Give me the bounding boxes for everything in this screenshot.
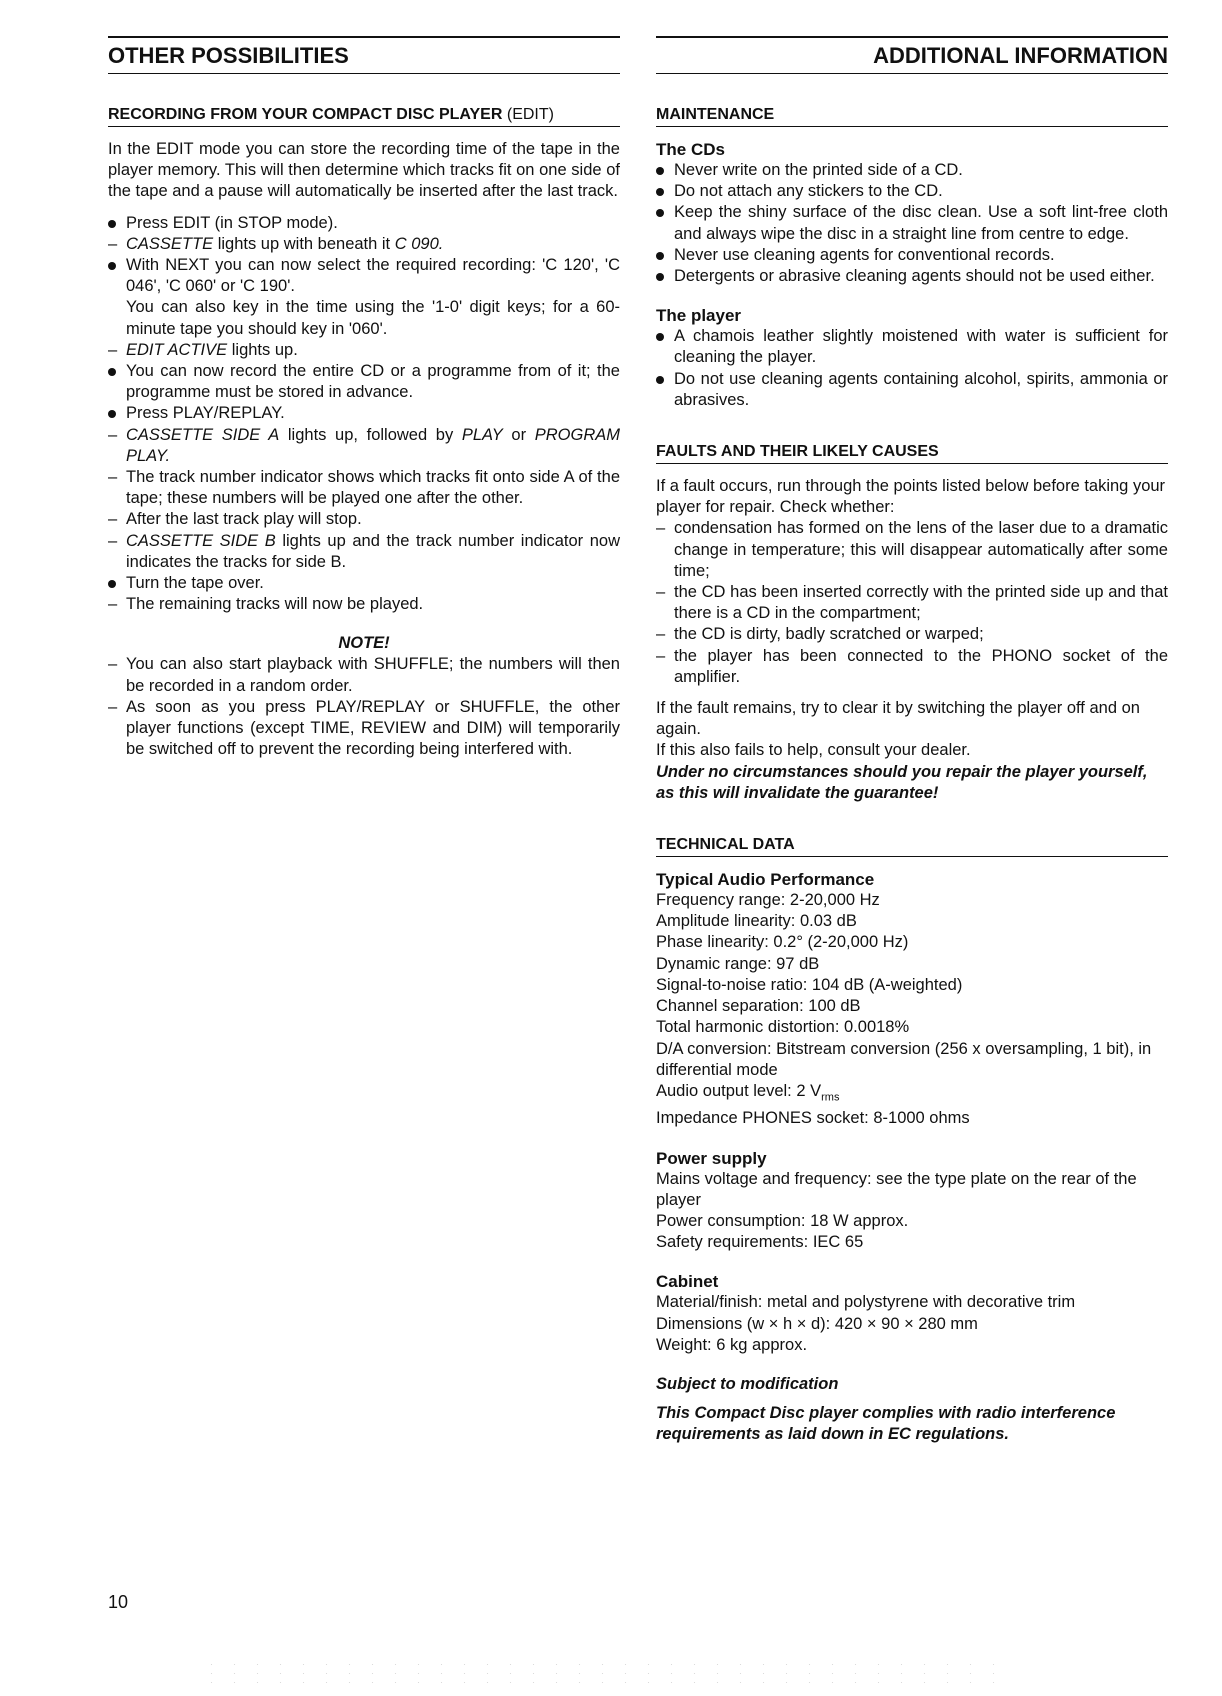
section-title-recording bbox=[108, 106, 620, 127]
left-column bbox=[108, 36, 620, 760]
bullet-icon bbox=[656, 209, 664, 217]
list-item: Detergents or abrasive cleaning agents should not be used either. bbox=[656, 266, 1168, 287]
cabinet-subtitle: Cabinet bbox=[656, 1272, 719, 1292]
spec-line: Phase linearity: 0.2° (2-20,000 Hz) bbox=[656, 933, 909, 952]
cds-list bbox=[656, 160, 1168, 287]
faults-remains: If the fault remains, try to clear it by switching the player off and on again. bbox=[656, 699, 1140, 739]
compliance-statement: This Compact Disc player complies with radio interference requirements as laid down in EC regulations. bbox=[656, 1404, 1116, 1444]
section-title-maintenance: MAINTENANCE bbox=[656, 106, 1168, 127]
list-item: Do not use cleaning agents containing alcohol, spirits, ammonia or abrasives. bbox=[656, 369, 1168, 411]
scan-noise bbox=[200, 1660, 1000, 1690]
recording-title-suffix: (EDIT) bbox=[506, 106, 554, 123]
list-item: – CASSETTE lights up with beneath it C 090. bbox=[108, 234, 444, 253]
list-item: – the CD is dirty, badly scratched or warped; bbox=[656, 625, 984, 644]
bullet-icon bbox=[108, 368, 116, 376]
spec-line: D/A conversion: Bitstream conversion (256 x oversampling, 1 bit), in differential mode bbox=[656, 1039, 1152, 1079]
list-item: Press PLAY/REPLAY. bbox=[108, 403, 620, 424]
section-title-faults: FAULTS AND THEIR LIKELY CAUSES bbox=[656, 443, 1168, 464]
bullet-icon bbox=[108, 220, 116, 228]
bullet-icon bbox=[656, 188, 664, 196]
recording-title: RECORDING FROM YOUR COMPACT DISC PLAYER bbox=[108, 106, 503, 123]
power-subtitle: Power supply bbox=[656, 1148, 767, 1168]
list-item: – CASSETTE SIDE B lights up and the track number indicator now indicates the tracks for side B. bbox=[108, 531, 620, 571]
page-number: 10 bbox=[108, 1592, 129, 1612]
faults-warning: Under no circumstances should you repair the player yourself, as this will invalidate the guarantee! bbox=[656, 762, 1148, 802]
spec-line: Total harmonic distortion: 0.0018% bbox=[656, 1018, 910, 1037]
bullet-icon bbox=[108, 580, 116, 588]
spec-line: Amplitude linearity: 0.03 dB bbox=[656, 912, 857, 931]
audio-subtitle: Typical Audio Performance bbox=[656, 870, 875, 890]
list-item: – After the last track play will stop. bbox=[108, 510, 362, 529]
list-item: – As soon as you press PLAY/REPLAY or SHUFFLE, the other player functions (except TIME, REVIEW and DIM) will temporarily be switched off to prevent the recording being interfered with. bbox=[108, 697, 620, 759]
list-item: Keep the shiny surface of the disc clean. Use a soft lint-free cloth and always wipe the disc in a straight line from centre to edge. bbox=[656, 202, 1168, 244]
list-item: With NEXT you can now select the required recording: 'C 120', 'C 046', 'C 060' or 'C 190'. bbox=[108, 255, 620, 297]
bullet-icon bbox=[108, 410, 116, 418]
list-item: – the player has been connected to the PHONO socket of the amplifier. bbox=[656, 646, 1168, 686]
list-item: Never use cleaning agents for conventional records. bbox=[656, 245, 1168, 266]
bullet-icon bbox=[108, 262, 116, 270]
spec-line: Impedance PHONES socket: 8-1000 ohms bbox=[656, 1109, 970, 1128]
list-item: – condensation has formed on the lens of the laser due to a dramatic change in temperature; this will disappear automatically after some time; bbox=[656, 519, 1168, 580]
list-item: You can also key in the time using the '1-0' digit keys; for a 60-minute tape you should key in '060'. bbox=[126, 298, 620, 338]
spec-line: Channel separation: 100 dB bbox=[656, 997, 861, 1016]
right-column bbox=[656, 36, 1168, 1446]
faults-intro: If a fault occurs, run through the points listed below before taking your player for repair. Check whether: bbox=[656, 477, 1166, 517]
list-item: – CASSETTE SIDE A lights up, followed by PLAY or PROGRAM PLAY. bbox=[108, 425, 620, 465]
spec-line: Weight: 6 kg approx. bbox=[656, 1335, 808, 1354]
spec-line: Mains voltage and frequency: see the type plate on the rear of the player bbox=[656, 1169, 1137, 1209]
list-item: – The remaining tracks will now be played. bbox=[108, 595, 424, 614]
player-list bbox=[656, 326, 1168, 411]
page-header-left: OTHER POSSIBILITIES bbox=[108, 36, 620, 74]
cds-subtitle: The CDs bbox=[656, 140, 725, 159]
list-item: Turn the tape over. bbox=[108, 573, 620, 594]
spec-line-output: Audio output level: 2 $V_{rms}$ bbox=[656, 1081, 840, 1104]
bullet-icon bbox=[656, 252, 664, 260]
bullet-icon bbox=[656, 273, 664, 281]
faults-list bbox=[656, 518, 1168, 688]
bullet-icon bbox=[656, 376, 664, 384]
spec-line: Dimensions (w × h × d): 420 × 90 × 280 mm bbox=[656, 1314, 978, 1333]
subject-to-modification: Subject to modification bbox=[656, 1375, 839, 1394]
list-item: – The track number indicator shows which tracks fit onto side A of the tape; these numbers will be played one after the other. bbox=[108, 468, 620, 508]
player-subtitle: The player bbox=[656, 306, 742, 326]
spec-line: Dynamic range: 97 dB bbox=[656, 954, 820, 973]
bullet-icon bbox=[656, 333, 664, 341]
spec-line: Signal-to-noise ratio: 104 dB (A-weighted) bbox=[656, 975, 963, 994]
spec-line: Power consumption: 18 W approx. bbox=[656, 1212, 909, 1231]
list-item: Press EDIT (in STOP mode). bbox=[108, 213, 620, 234]
note-list bbox=[108, 654, 620, 760]
bullet-icon bbox=[656, 167, 664, 175]
list-item: Never write on the printed side of a CD. bbox=[656, 160, 1168, 181]
list-item: Do not attach any stickers to the CD. bbox=[656, 181, 1168, 202]
section-title-technical: TECHNICAL DATA bbox=[656, 836, 1168, 857]
list-item: You can now record the entire CD or a programme from of it; the programme must be stored in advance. bbox=[108, 361, 620, 403]
page-header-right: ADDITIONAL INFORMATION bbox=[656, 36, 1168, 74]
recording-intro: In the EDIT mode you can store the recording time of the tape in the player memory. This will then determine which tracks fit on one side of the tape and a pause will automatically be inserted after the last track. bbox=[108, 140, 620, 201]
spec-line: Frequency range: 2-20,000 Hz bbox=[656, 891, 880, 910]
faults-dealer: If this also fails to help, consult your dealer. bbox=[656, 741, 971, 760]
list-item: – You can also start playback with SHUFFLE; the numbers will then be recorded in a random order. bbox=[108, 655, 620, 695]
note-title: NOTE! bbox=[338, 634, 390, 653]
recording-steps bbox=[108, 213, 620, 616]
spec-line: Material/finish: metal and polystyrene with decorative trim bbox=[656, 1293, 1076, 1312]
list-item: A chamois leather slightly moistened with water is sufficient for cleaning the player. bbox=[656, 326, 1168, 368]
list-item: – the CD has been inserted correctly with the printed side up and that there is a CD in the compartment; bbox=[656, 583, 1168, 623]
list-item: – EDIT ACTIVE lights up. bbox=[108, 340, 298, 359]
spec-line: Safety requirements: IEC 65 bbox=[656, 1233, 864, 1252]
